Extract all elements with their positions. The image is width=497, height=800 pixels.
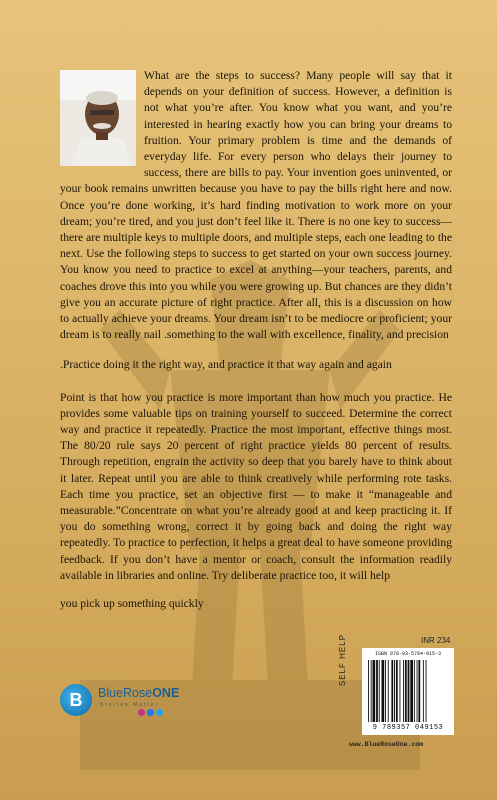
facebook-icon: [147, 709, 154, 716]
price-label: INR 234: [421, 636, 451, 645]
publisher-logo-icon: B: [60, 684, 92, 716]
publisher-name-part2: ONE: [152, 686, 180, 700]
publisher-tagline: Stories Matter: [100, 702, 160, 708]
twitter-icon: [156, 709, 163, 716]
blurb-paragraph-1: What are the steps to success? Many people will say that it depends on your definition of success. However, a definition is not what you’re after. You know what you want, and you’re interested in hearing exactly how you can bring your dreams to fruition. Your primary problem is time and the demands of everyday life. For every person who delays their journey to success, there are bills to pay. Your invention goes uninvented, or your book remains unwritten because you have to pay the bills right here and now. Once you’re done working, it’s hard finding motivation to work more on your dream; you’re tired, and you just don’t feel like it. There is no one key to success—there are multiple keys to multiple doors, and multiple steps, each one leading to the next. Use the following steps to success to get started on your own success journey. You know you need to practice to excel at anything—your teachers, parents, and coaches drove this into you while you were growing up. But chances are they didn’t give you an accurate picture of right practice. After all, this is a discussion on how to actually achieve your dreams. Your dream isn’t to be mediocre or proficient; your dream is to really nail .something to the wall with excellence, finality, and precision: [60, 69, 452, 342]
instagram-icon: [138, 709, 145, 716]
isbn-barcode: [362, 648, 454, 735]
category-label: SELF HELP: [338, 633, 347, 687]
isbn-digits: 9 789357 049153: [372, 724, 444, 732]
publisher-name: [98, 686, 179, 700]
isbn-label: ISBN 978-93-5704-915-3: [374, 651, 441, 657]
barcode-icon: [362, 648, 454, 735]
social-icons: [138, 709, 178, 717]
publisher-website: www.BlueRoseOne.com: [349, 741, 424, 748]
publisher-name-part1: BlueRose: [98, 686, 153, 700]
blurb-paragraph-2: .Practice doing it the right way, and practice it that way again and again: [60, 358, 392, 372]
author-photo: [60, 70, 136, 166]
publisher-logo: [60, 682, 210, 722]
back-cover-blurb: [60, 68, 452, 612]
blurb-paragraph-3: Point is that how you practice is more important than how much you practice. He provides some valuable tips on training yourself to succeed. Determine the correct way and practice it repeatedly. Practice the most important, effective things most. The 80/20 rule says 20 percent of right practice yields 80 percent of results. Through repetition, engrain the activity so deep that you barely have to think about it later. Repeat until you are able to think creatively while performing rote tasks. Each time you practice, set an objective first — to make it “manageable and measurable.”Concentrate on what you’re already good at and keep practicing it. If you do something wrong, correct it by going back and doing the right way repeatedly. To practice to perfection, it helps a great deal to have someone providing feedback. If you don’t have a mentor or coach, consult the information readily available in libraries and online. Try deliberate practice too, it will help: [60, 390, 452, 582]
blurb-paragraph-4: you pick up something quickly: [60, 597, 204, 611]
